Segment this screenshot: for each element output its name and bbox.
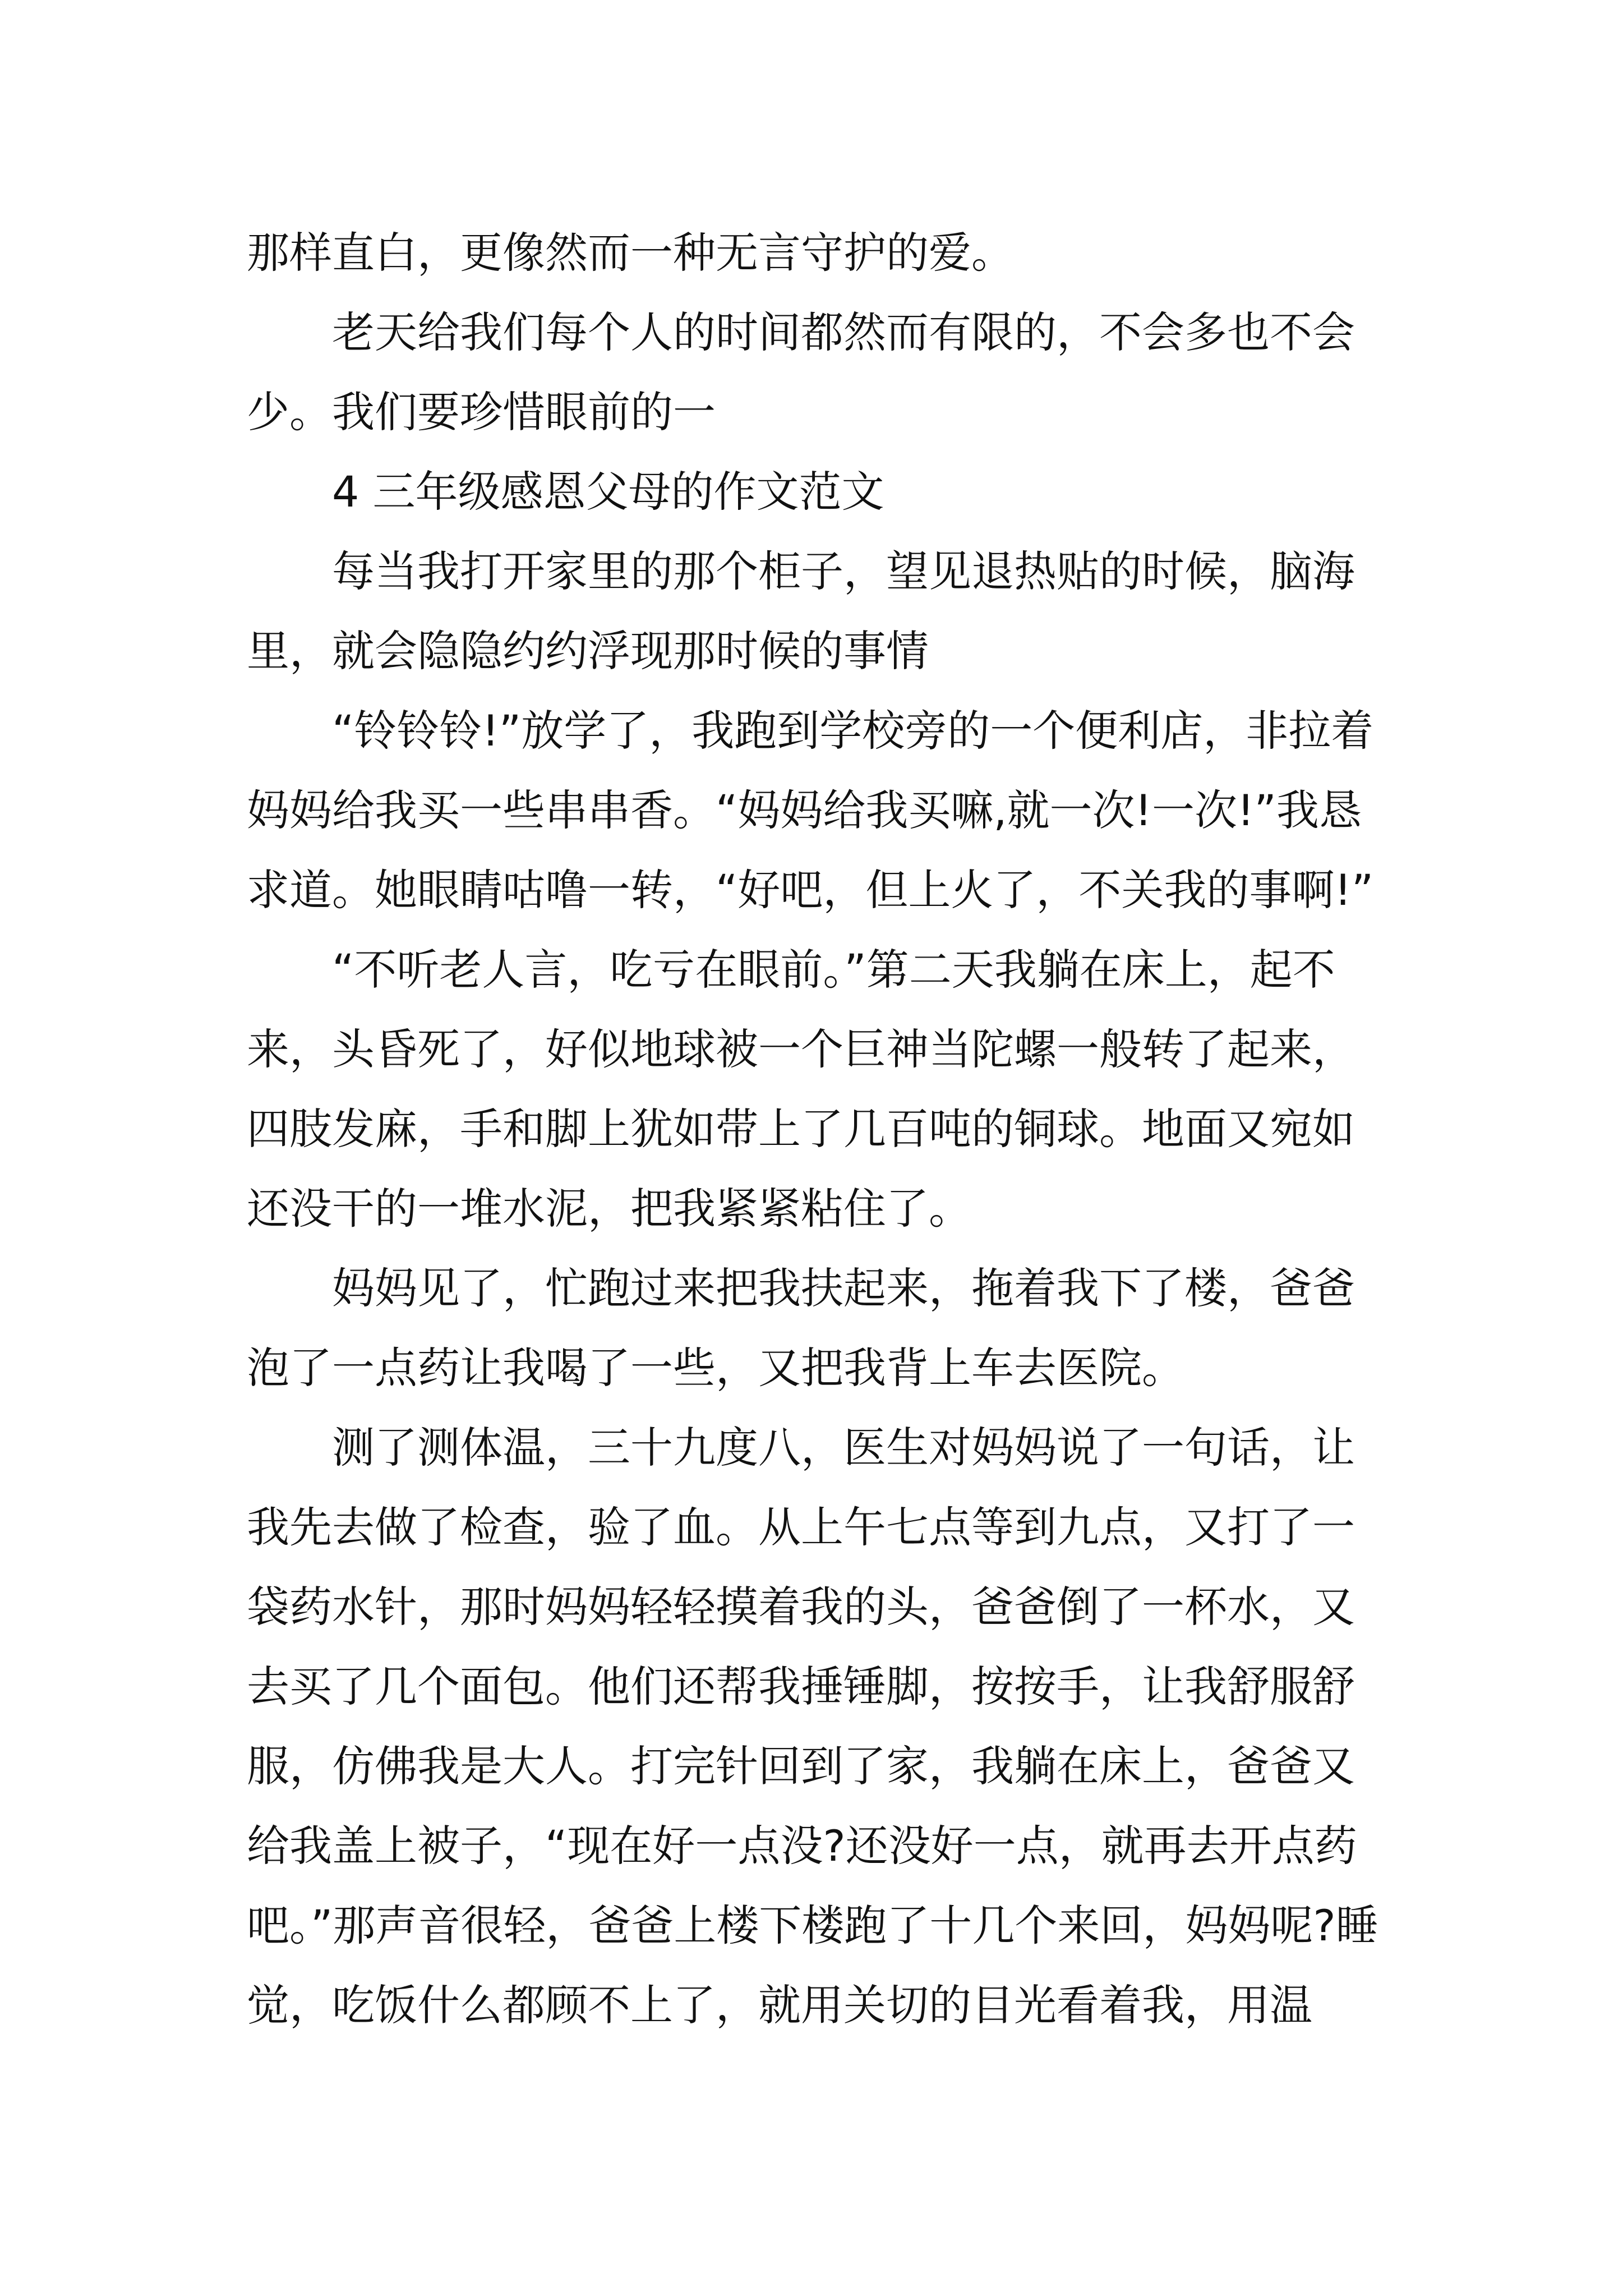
paragraph-next-day-sick: “不听老人言，吃亏在眼前。”第二天我躺在床上，起不来，头昏死了，好似地球被一个巨神当陀螺一般转了起来，四肢发麻，手和脚上犹如带上了几百吨的铜球。地面又宛如还没干的一堆水泥，把我紧紧粘住了。 xyxy=(247,945,1355,1234)
paragraph-continuation: 那样直白，更像然而一种无言守护的爱。 xyxy=(247,228,1014,278)
document-body xyxy=(247,213,1380,2045)
paragraph-after-school: “铃铃铃!”放学了，我跑到学校旁的一个便利店，非拉着妈妈给我买一些串串香。“妈妈给我买嘛,就一次!一次!”我恳求道。她眼睛咕噜一转，“好吧，但上火了，不关我的事啊!” xyxy=(247,706,1374,915)
essay-title: 4 三年级感恩父母的作文范文 xyxy=(332,467,884,517)
paragraph-to-hospital: 妈妈见了，忙跑过来把我扶起来，拖着我下了楼，爸爸泡了一点药让我喝了一些，又把我背上车去医院。 xyxy=(247,1263,1355,1393)
paragraph-at-hospital: 测了测体温，三十九度八，医生对妈妈说了一句话，让我先去做了检查，验了血。从上午七点等到九点，又打了一袋药水针，那时妈妈轻轻摸着我的头，爸爸倒了一杯水，又去买了几个面包。他们还帮我捶锤脚，按按手，让我舒服舒服，仿佛我是大人。打完针回到了家，我躺在床上，爸爸又给我盖上被子，“现在好一点没?还没好一点，就再去开点药吧。”那声音很轻，爸爸上楼下楼跑了十几个来回，妈妈呢?睡觉，吃饭什么都顾不上了，就用关切的目光看着我，用温 xyxy=(247,1423,1378,2030)
paragraph-time-limited: 老天给我们每个人的时间都然而有限的，不会多也不会少。我们要珍惜眼前的一 xyxy=(247,307,1355,437)
paragraph-cabinet-memory: 每当我打开家里的那个柜子，望见退热贴的时候，脑海里，就会隐隐约约浮现那时候的事情 xyxy=(247,546,1355,676)
